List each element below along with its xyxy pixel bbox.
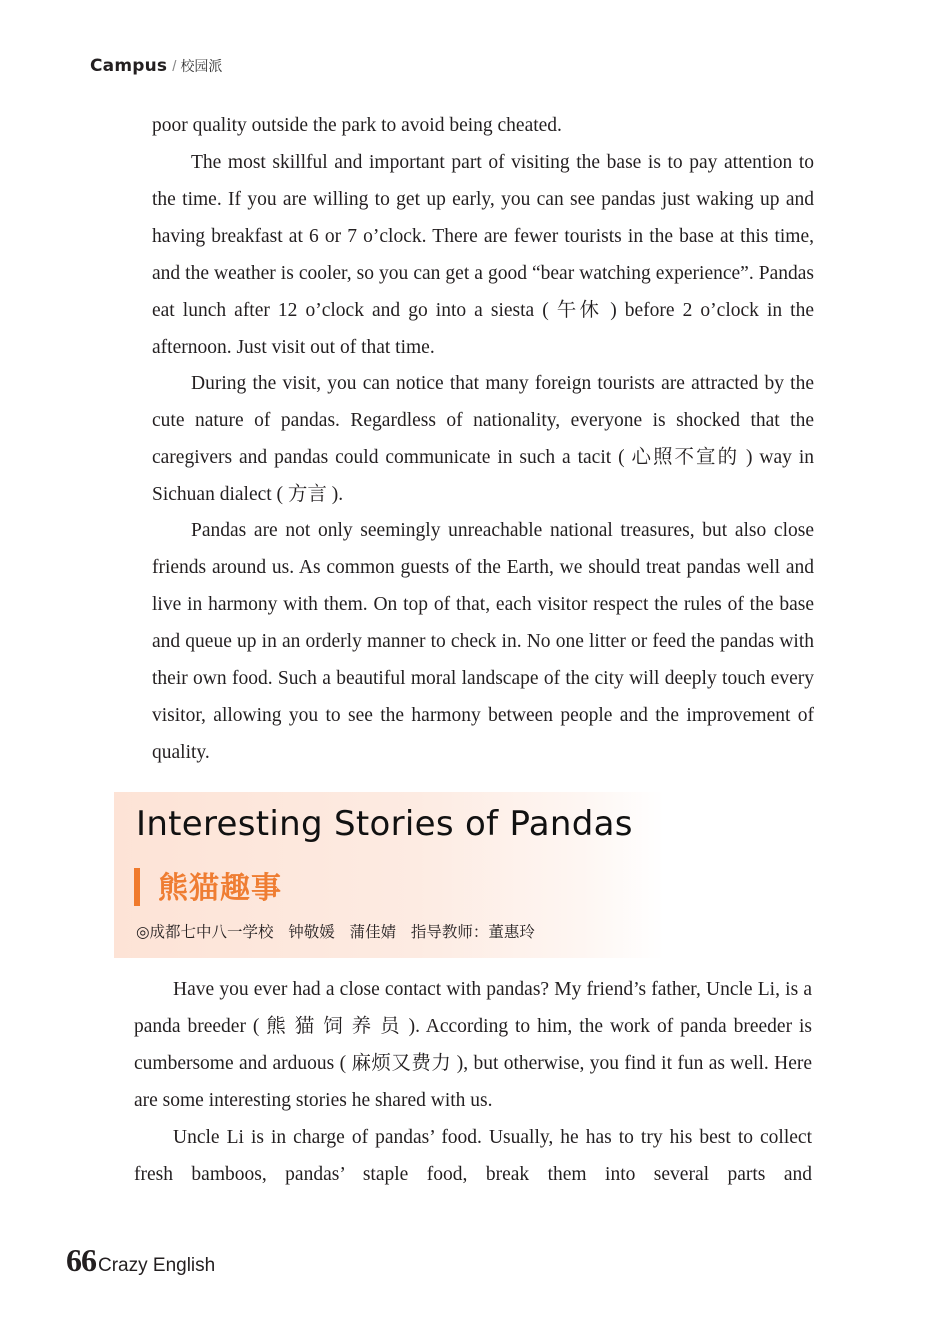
running-header — [90, 56, 222, 76]
article-title-en: Interesting Stories of Pandas — [136, 804, 633, 844]
paragraph: During the visit, you can notice that many foreign tourists are attracted by the cute nature of pandas. Regardless of nationality, everyone is shocked that the caregivers and pandas could communicate in such a tacit ( 心照不宣的 ) way in Sichuan dialect ( 方言 ). — [152, 373, 814, 505]
title-accent-bar — [134, 868, 140, 906]
article-title-block — [114, 792, 664, 958]
paragraph: Have you ever had a close contact with pandas? My friend’s father, Uncle Li, is a panda breeder ( 熊 猫 饲 养 员 ). According to him, the work of panda breeder is cumbersome and arduous ( 麻烦又费力 ), but otherwise, you find it fun as well. Here are some interesting stories he shared with us. — [134, 979, 812, 1111]
page-footer — [66, 1242, 215, 1279]
paragraph: Pandas are not only seemingly unreachable national treasures, but also close friends around us. As common guests of the Earth, we should treat pandas well and live in harmony with them. On top of that, each visitor respect the rules of the base and queue up in an orderly manner to check in. No one litter or feed the pandas with their own food. Such a beautiful moral landscape of the city will deeply touch every visitor, allowing you to see the harmony between people and the improvement of quality. — [152, 520, 814, 763]
paragraph: The most skillful and important part of visiting the base is to pay attention to the time. If you are willing to get up early, you can see pandas just waking up and having breakfast at 6 or 7 o’clock. There are fewer tourists in the base at this time, and the weather is cooler, so you can get a good “bear watching experience”. Pandas eat lunch after 12 o’clock and go into a siesta ( 午休 ) before 2 o’clock in the afternoon. Just visit out of that time. — [152, 152, 814, 358]
author-byline: ◎成都七中八一学校 钟敬媛 蒲佳婧 指导教师：董惠玲 — [136, 923, 535, 941]
paragraph: Uncle Li is in charge of pandas’ food. Usually, he has to try his best to collect fresh bamboos, pandas’ staple food, break them into several parts and — [134, 1127, 812, 1185]
section-name-cn: 校园派 — [180, 59, 223, 75]
paragraph: poor quality outside the park to avoid being cheated. — [152, 115, 562, 136]
article-title-cn: 熊猫趣事 — [158, 871, 282, 906]
section-name: Campus — [90, 56, 168, 76]
header-divider: / — [172, 58, 177, 75]
page-number: 66 — [66, 1242, 96, 1278]
magazine-name: Crazy English — [98, 1255, 216, 1276]
